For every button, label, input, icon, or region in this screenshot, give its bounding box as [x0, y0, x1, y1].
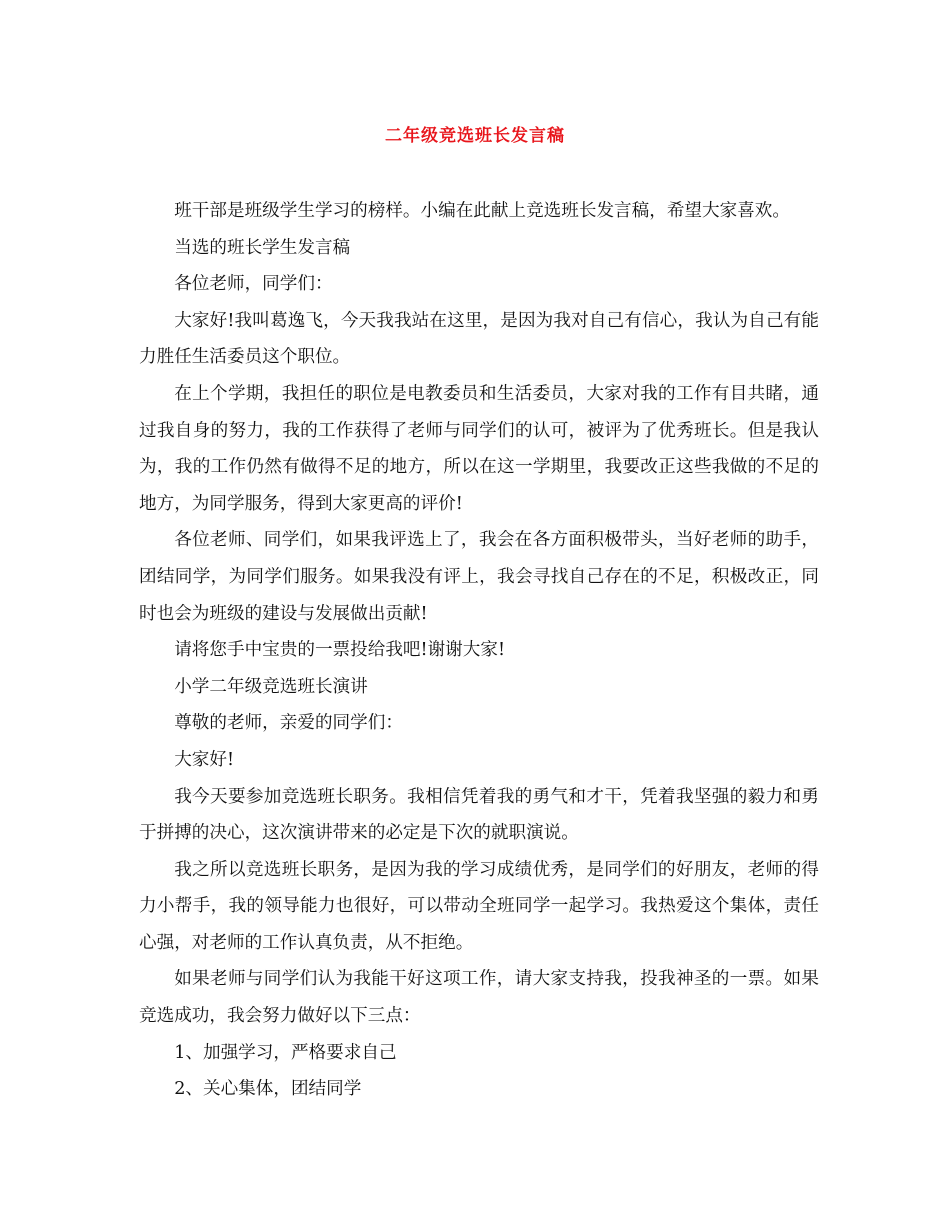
paragraph: 请将您手中宝贵的一票投给我吧!谢谢大家! [174, 640, 506, 661]
document-title: 二年级竞选班长发言稿 [385, 126, 565, 146]
paragraph: 我之所以竞选班长职务，是因为我的学习成绩优秀，是同学们的好朋友，老师的得力小帮手，我的领导能力也很好，可以带动全班同学一起学习。我热爱这个集体，责任心强，对老师的工作认真负责，从不拒绝。 [139, 859, 819, 953]
paragraph: 大家好!我叫葛逸飞，今天我我站在这里，是因为我对自己有信心，我认为自己有能力胜任生活委员这个职位。 [139, 310, 819, 368]
paragraph: 我今天要参加竞选班长职务。我相信凭着我的勇气和才干，凭着我坚强的毅力和勇于拼搏的决心，这次演讲带来的必定是下次的就职演说。 [139, 786, 819, 844]
list-item: 2、关心集体，团结同学 [174, 1079, 362, 1100]
greeting: 大家好! [174, 749, 235, 770]
paragraph: 各位老师、同学们，如果我评选上了，我会在各方面积极带头，当好老师的助手，团结同学，为同学们服务。如果我没有评上，我会寻找自己存在的不足，积极改正，同时也会为班级的建设与发展做出贡献! [139, 530, 819, 624]
salutation: 各位老师，同学们： [174, 274, 333, 295]
paragraph: 在上个学期，我担任的职位是电教委员和生活委员，大家对我的工作有目共睹，通过我自身的努力，我的工作获得了老师与同学们的认可，被评为了优秀班长。但是我认为，我的工作仍然有做得不足的地方，所以在这一学期里，我要改正这些我做的不足的地方，为同学服务，得到大家更高的评价! [139, 383, 819, 514]
salutation: 尊敬的老师，亲爱的同学们： [174, 713, 403, 734]
document-body [139, 193, 819, 1108]
list-item: 1、加强学习，严格要求自己 [174, 1042, 397, 1063]
section-heading: 小学二年级竞选班长演讲 [174, 676, 368, 697]
paragraph: 班干部是班级学生学习的榜样。小编在此献上竞选班长发言稿，希望大家喜欢。 [174, 201, 790, 221]
paragraph: 如果老师与同学们认为我能干好这项工作，请大家支持我，投我神圣的一票。如果竞选成功，我会努力做好以下三点： [139, 969, 819, 1027]
section-heading: 当选的班长学生发言稿 [174, 237, 351, 258]
